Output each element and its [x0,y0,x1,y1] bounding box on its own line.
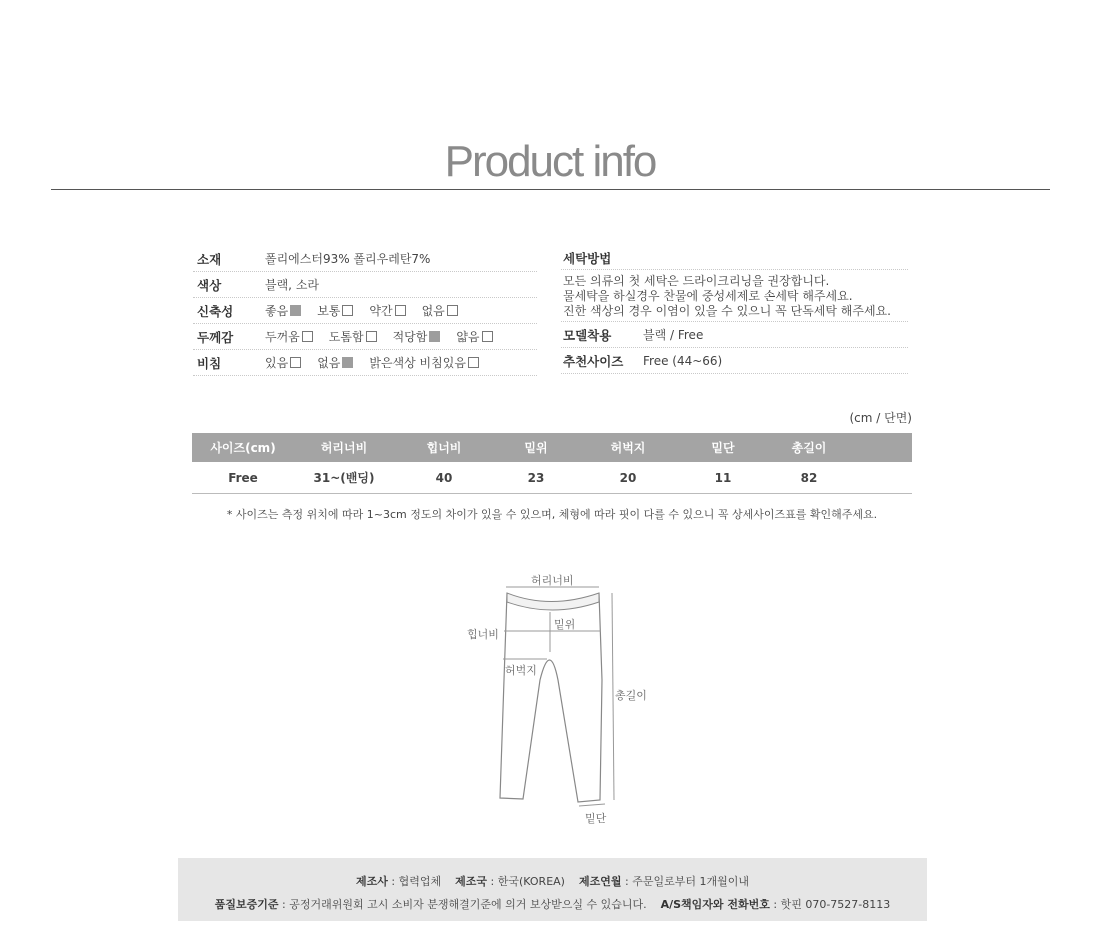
table-cell: 11 [678,462,768,494]
spec-row-material [193,246,537,272]
spec-value: 폴리에스터93% 폴리우레탄7% [265,252,431,266]
warranty-value: 공정거래위원회 고시 소비자 분쟁해결기준에 의거 보상받으실 수 있습니다. [289,898,647,911]
option-item [265,302,301,319]
column-header: 밑위 [494,433,578,462]
spec-label: 신축성 [197,303,234,319]
as-label: A/S책임자와 전화번호 [660,898,770,911]
spec-row-color [193,272,537,298]
diagram-label-length: 총길이 [615,689,647,702]
column-header: 허리너비 [294,433,394,462]
spec-label: 두께감 [197,329,234,345]
title-divider [51,189,1050,190]
diagram-label-thigh: 허벅지 [505,664,537,677]
options [265,328,509,345]
care-line: 물세탁을 하실경우 찬물에 중성세제로 손세탁 해주세요. [563,289,853,303]
page-title: Product info [444,137,656,186]
option-item [317,354,353,371]
options [265,354,495,371]
option-item [369,302,405,319]
care-block [561,246,908,374]
spec-label: 색상 [197,277,222,293]
warranty-label: 품질보증기준 [214,898,279,911]
option-item [422,302,458,319]
size-table [192,433,912,494]
care-label: 세탁방법 [561,246,908,270]
model-row [561,322,908,348]
column-header: 허벅지 [578,433,678,462]
empty-box-icon [302,331,313,342]
model-value: 블랙 / Free [643,328,704,342]
options [265,302,474,319]
date-label: 제조연월 [578,875,622,888]
empty-box-icon [447,305,458,316]
checked-box-icon [429,331,440,342]
empty-box-icon [342,305,353,316]
checked-box-icon [342,357,353,368]
option-label: 두꺼움 [265,330,300,344]
column-header: 사이즈(cm) [192,433,294,462]
table-cell: 20 [578,462,678,494]
model-label: 모델착용 [563,327,612,343]
pants-diagram [440,560,670,835]
maker-value: 협력업체 [398,875,442,888]
spec-list [193,246,537,376]
option-item [329,328,377,345]
option-label: 보통 [317,304,341,318]
column-header: 밑단 [678,433,768,462]
empty-box-icon [366,331,377,342]
column-header: 총길이 [768,433,850,462]
table-cell: 23 [494,462,578,494]
option-label: 약간 [369,304,393,318]
footer-line-1: 제조사 : 협력업체 제조국 : 한국(KOREA) 제조연월 : 주문일로부터 1개월이내 [356,875,749,888]
option-item [369,354,479,371]
unit-label: (cm / 단면) [849,411,912,425]
table-row [192,462,912,494]
size-note: * 사이즈는 측정 위치에 따라 1~3cm 정도의 차이가 있을 수 있으며, 체형에 따라 핏이 다를 수 있으니 꼭 상세사이즈표를 확인해주세요. [226,508,878,521]
diagram-label-hem: 밑단 [585,812,607,825]
diagram-label-rise: 밑위 [554,618,576,631]
table-cell: 31~(밴딩) [294,462,394,494]
empty-box-icon [395,305,406,316]
option-item [265,354,301,371]
checked-box-icon [290,305,301,316]
spec-label: 소재 [197,251,222,267]
table-cell: 82 [768,462,850,494]
date-value: 주문일로부터 1개월이내 [632,875,749,888]
country-label: 제조국 [455,875,488,888]
option-label: 좋음 [265,304,289,318]
option-label: 없음 [421,304,445,318]
footer-line-2: 품질보증기준 : 공정거래위원회 고시 소비자 분쟁해결기준에 의거 보상받으실 수 있습니다. A/S책임자와 전화번호 : 핫핀 070-7527-8113 [214,898,891,911]
empty-box-icon [468,357,479,368]
spec-row-seethrough [193,350,537,376]
recommend-row [561,348,908,374]
option-label: 있음 [265,356,289,370]
recommend-value: Free (44~66) [643,353,723,368]
spec-row-thickness [193,324,537,350]
as-value: 핫핀 070-7527-8113 [780,898,891,911]
option-item [265,328,313,345]
option-item [317,302,353,319]
spec-value: 블랙, 소라 [265,278,319,292]
care-line: 진한 색상의 경우 이염이 있을 수 있으니 꼭 단독세탁 해주세요. [563,304,891,318]
diagram-label-hip: 힙너비 [467,628,499,641]
recommend-label: 추천사이즈 [563,353,624,369]
spec-label: 비침 [197,355,222,371]
maker-label: 제조사 [356,875,388,888]
table-cell: Free [192,462,294,494]
care-text [561,270,908,322]
empty-box-icon [290,357,301,368]
option-label: 없음 [317,356,341,370]
option-label: 얇음 [456,330,480,344]
column-header-empty [850,433,912,462]
option-label: 밝은색상 비침있음 [369,356,466,370]
footer-info [178,858,927,921]
option-label: 도톰함 [328,330,364,344]
column-header: 힙너비 [394,433,494,462]
country-value: 한국(KOREA) [497,875,565,888]
option-item [393,328,441,345]
diagram-label-waist: 허리너비 [531,574,574,587]
care-line: 모든 의류의 첫 세탁은 드라이크리닝을 권장합니다. [563,274,830,288]
table-cell-empty [850,462,912,494]
empty-box-icon [482,331,493,342]
size-table-header [192,433,912,462]
option-label: 적당함 [392,330,428,344]
table-cell: 40 [394,462,494,494]
spec-row-stretch [193,298,537,324]
option-item [456,328,492,345]
